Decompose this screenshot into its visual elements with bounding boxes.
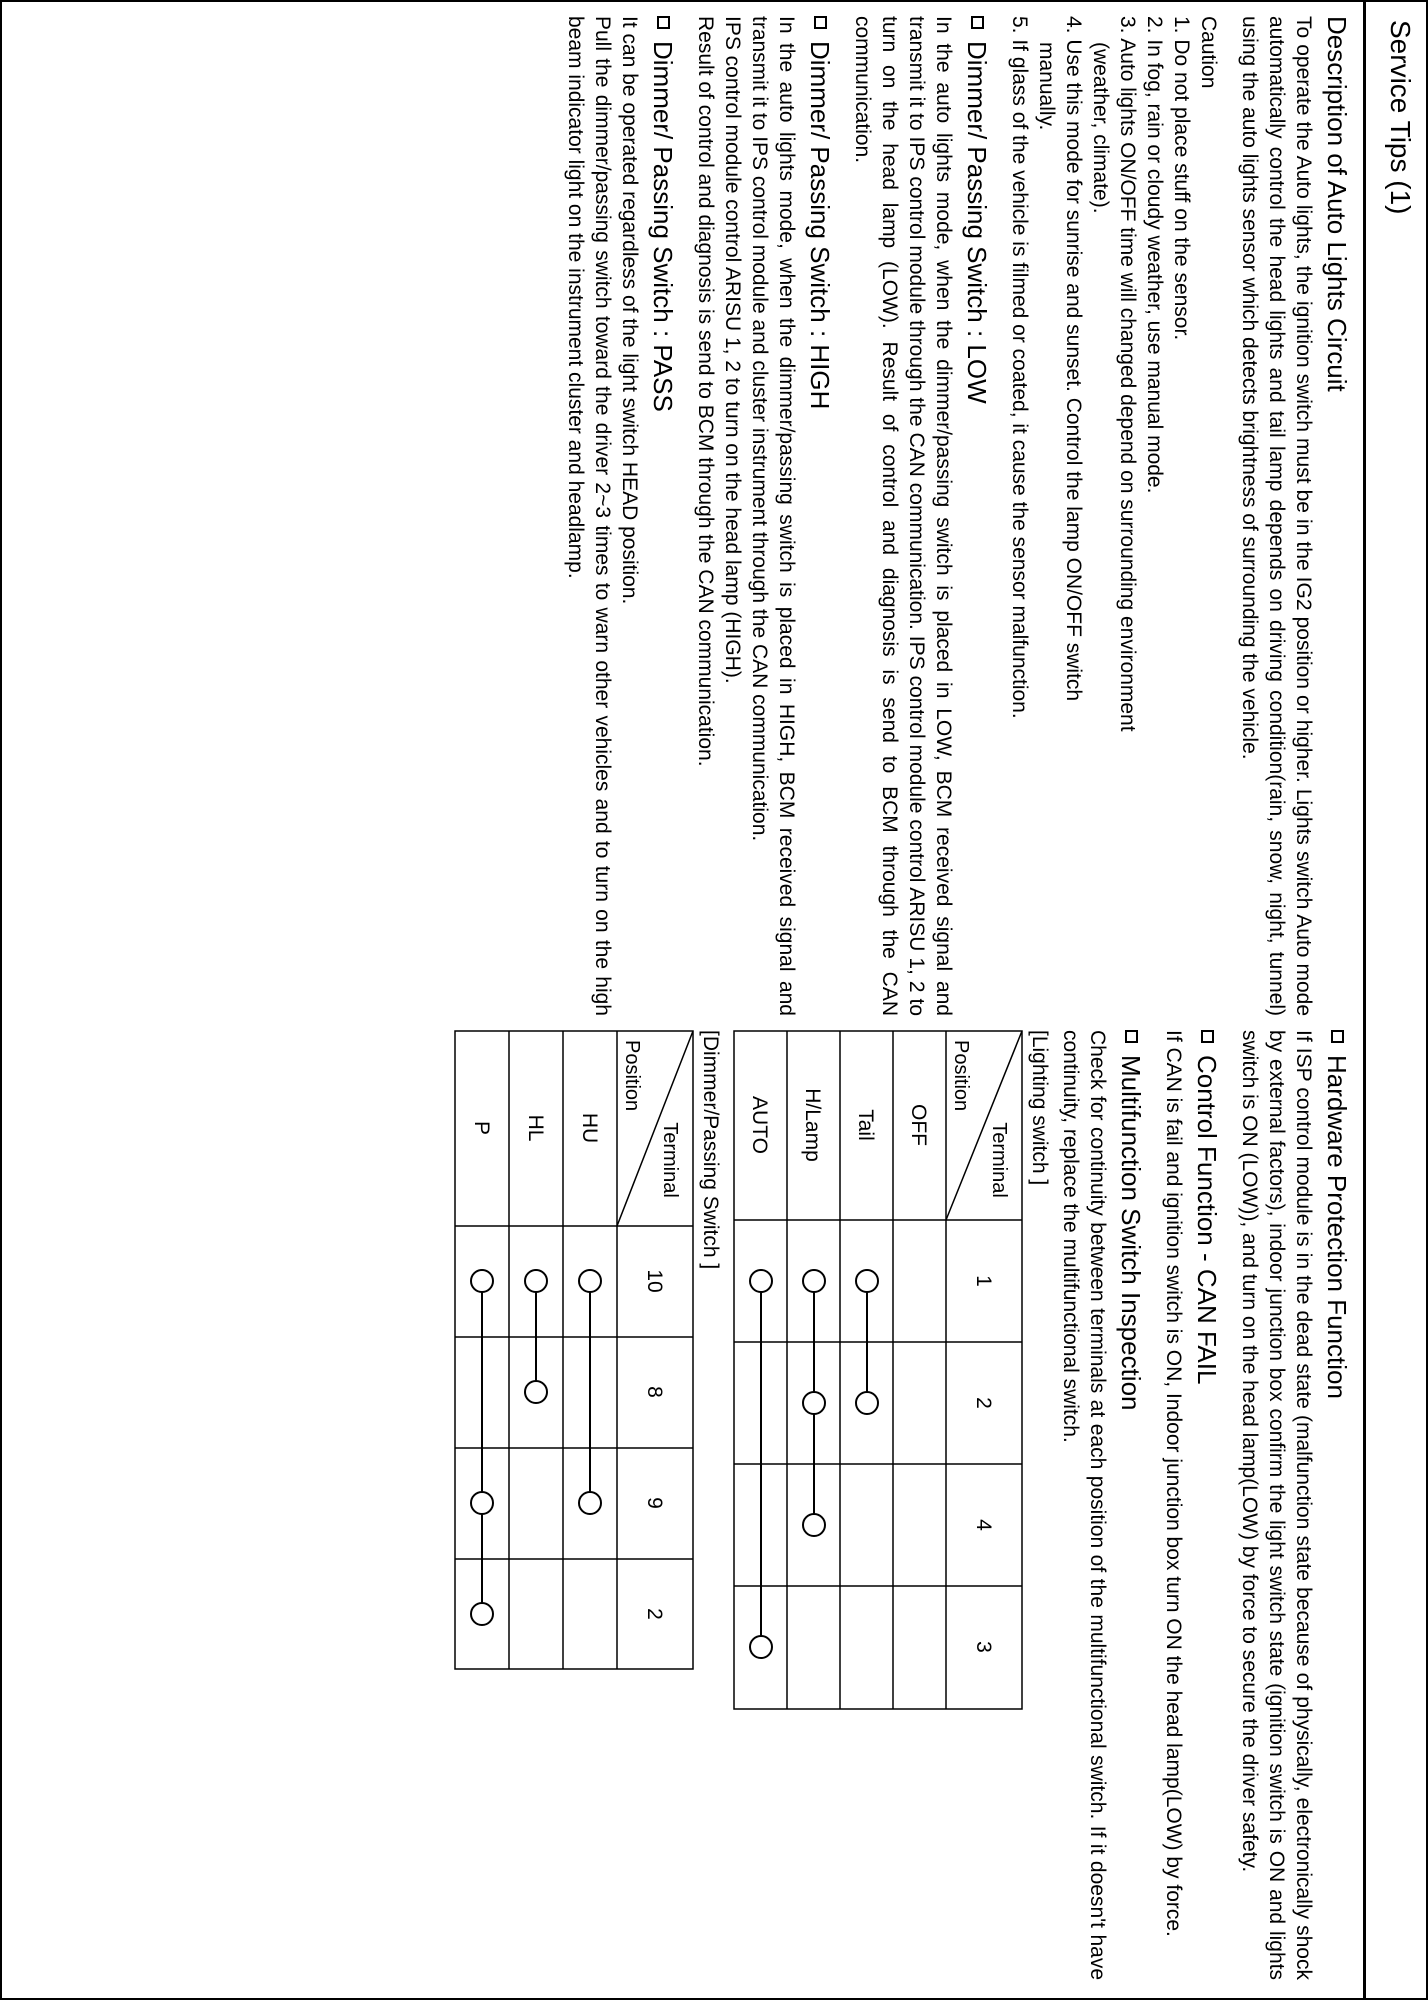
high-heading: Dimmer/ Passing Switch : HIGH [805,41,835,410]
page-title: Service Tips (1) [1385,20,1416,215]
mf-heading: Multifunction Switch Inspection [1116,1055,1146,1411]
lighting-table [728,1030,1023,1980]
position-label: HL [524,1114,547,1142]
terminal-label: 1 [972,1275,995,1287]
position-label: Tail [854,1109,877,1141]
caution-item: manually. [1035,42,1058,131]
continuity-node [471,1603,493,1625]
mf-section [1057,1030,1146,1980]
continuity-node [525,1381,547,1403]
dimmer-table-svg [454,1030,694,1670]
bullet-square-icon [1331,1030,1344,1043]
can-body: If CAN is fail and ignition switch is ON, Indoor junction box turn ON the head lamp(LOW) by force. [1162,1030,1185,1937]
right-column [449,1030,1352,1980]
continuity-node [579,1270,601,1292]
corner-position-label: Position [621,1040,643,1112]
caution-list [1006,16,1195,1016]
continuity-node [471,1492,493,1514]
header-bar [1363,0,1428,2000]
lighting-table-caption: [Lighting switch ] [1028,1030,1051,1186]
pass-section [562,16,678,1016]
bullet-square-icon [814,16,827,29]
corner-terminal-label: Terminal [659,1122,681,1198]
low-section [849,16,992,1016]
bullet-square-icon [1125,1030,1138,1043]
terminal-label: 10 [643,1269,666,1293]
low-heading: Dimmer/ Passing Switch : LOW [962,41,992,404]
auto-lights-section [1236,16,1352,1016]
continuity-node [856,1270,878,1292]
position-label: OFF [907,1104,930,1146]
left-column [562,16,1352,1016]
caution-item: (weather, climate). [1089,42,1112,214]
dimmer-table-caption: [Dimmer/Passing Switch ] [699,1030,722,1270]
auto-lights-body: To operate the Auto lights, the ignition switch must be in the IG2 position or higher. Lights switch Auto mode automatically control the head lights and tail lamp depends on driving condition(rain, snow, night, tunnel) using the auto lights sensor which detects brightness of surrounding the vehicle. [1238,16,1315,1016]
continuity-node [525,1270,547,1292]
continuity-node [471,1270,493,1292]
lighting-table-svg [733,1030,1023,1710]
terminal-label: 3 [972,1641,995,1653]
hw-heading: Hardware Protection Function [1322,1055,1352,1399]
can-heading: Control Function - CAN FAIL [1192,1055,1222,1385]
bullet-square-icon [971,16,984,29]
caution-item: 1. Do not place stuff on the sensor. [1170,16,1193,341]
hw-section [1236,1030,1352,1980]
bullet-square-icon [657,16,670,29]
continuity-node [750,1636,772,1658]
bullet-square-icon [1201,1030,1214,1043]
caution-label: Caution [1197,16,1220,89]
pass-body: It can be operated regardless of the light switch HEAD position. [618,16,641,605]
can-section [1160,1030,1222,1980]
continuity-node [579,1492,601,1514]
caution-item: 4. Use this mode for sunrise and sunset. Control the lamp ON/OFF switch [1062,16,1085,702]
continuity-node [803,1270,825,1292]
hw-body: If ISP control module is in the dead state (malfunction state because of physically, electronically shock by external factors), indoor junction box confirm the light switch state (ignition switch is ON and lights switch is ON (LOW)), and turn on the head lamp(LOW) by force to secure the driver safety. [1238,1030,1315,1980]
position-label: H/Lamp [801,1088,824,1162]
pass-heading: Dimmer/ Passing Switch : PASS [648,41,678,412]
continuity-node [803,1514,825,1536]
terminal-label: 4 [972,1519,995,1531]
high-body-3: Result of control and diagnosis is send to BCM through the CAN communication. [694,16,717,767]
pass-body-2: Pull the dimmer/passing switch toward the driver 2~3 times to warn other vehicles and to turn on the high beam indicator light on the instrument cluster and headlamp. [564,16,614,1016]
high-body: In the auto lights mode, when the dimmer/passing switch is placed in HIGH, BCM received signal and transmit it to IPS control module and cluster instrument through the CAN communication. [748,16,798,1016]
high-body-2: IPS control module control ARISU 1, 2 to turn on the head lamp (HIGH). [721,16,744,684]
caution-item: 3. Auto lights ON/OFF time will changed depend on surrounding environment [1116,16,1139,732]
low-body: In the auto lights mode, when the dimmer/passing switch is placed in LOW, BCM received signal and transmit it to IPS control module through the CAN communication. IPS control module control ARISU 1, 2 to turn on the head lamp (LOW). Result of control and diagnosis is send to BCM through the CAN communication. [851,16,955,1016]
position-label: AUTO [748,1096,771,1154]
high-section [692,16,835,1016]
terminal-label: 8 [643,1386,666,1398]
terminal-label: 2 [643,1608,666,1620]
terminal-label: 9 [643,1497,666,1509]
mf-body: Check for continuity between terminals at each position of the multifunctional switch. If it doesn't have continuity, replace the multifunctional switch. [1059,1030,1109,1980]
caution-item: 5. If glass of the vehicle is filmed or coated, it cause the sensor malfunction. [1008,16,1031,719]
continuity-node [750,1270,772,1292]
caution-item: 2. In fog, rain or cloudy weather, use manual mode. [1143,16,1166,494]
continuity-node [803,1392,825,1414]
continuity-node [856,1392,878,1414]
terminal-label: 2 [972,1397,995,1409]
position-label: HU [578,1112,601,1144]
caution-section [1006,16,1222,1016]
corner-position-label: Position [950,1040,972,1112]
corner-terminal-label: Terminal [988,1122,1010,1198]
dimmer-table [449,1030,694,1980]
position-label: P [470,1120,493,1136]
auto-lights-heading: Description of Auto Lights Circuit [1322,16,1352,392]
